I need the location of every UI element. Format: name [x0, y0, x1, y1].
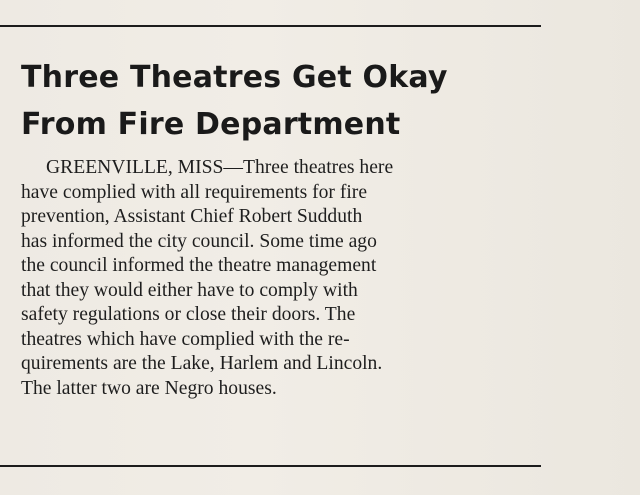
body-line: theatres which have complied with the re-: [21, 328, 350, 350]
top-rule: [0, 25, 541, 27]
body-line: have complied with all requirements for fire: [21, 181, 368, 203]
body-line: The latter two are Negro houses.: [21, 377, 277, 399]
headline-line-1: Three Theatres Get Okay: [21, 60, 448, 95]
headline-line-2: From Fire Department: [21, 107, 401, 142]
body-line: safety regulations or close their doors. The: [21, 304, 356, 325]
article-body: [21, 156, 551, 401]
article-headline: [21, 54, 541, 148]
body-line: GREENVILLE, MISS—Three theatres here: [46, 157, 394, 178]
body-line: quirements are the Lake, Harlem and Lincoln.: [21, 353, 383, 374]
body-line: has informed the city council. Some time ago: [21, 230, 377, 252]
body-line: prevention, Assistant Chief Robert Sudduth: [21, 206, 363, 227]
bottom-rule: [0, 465, 541, 467]
body-line: the council informed the theatre management: [21, 255, 377, 276]
body-line: that they would either have to comply with: [21, 279, 358, 301]
